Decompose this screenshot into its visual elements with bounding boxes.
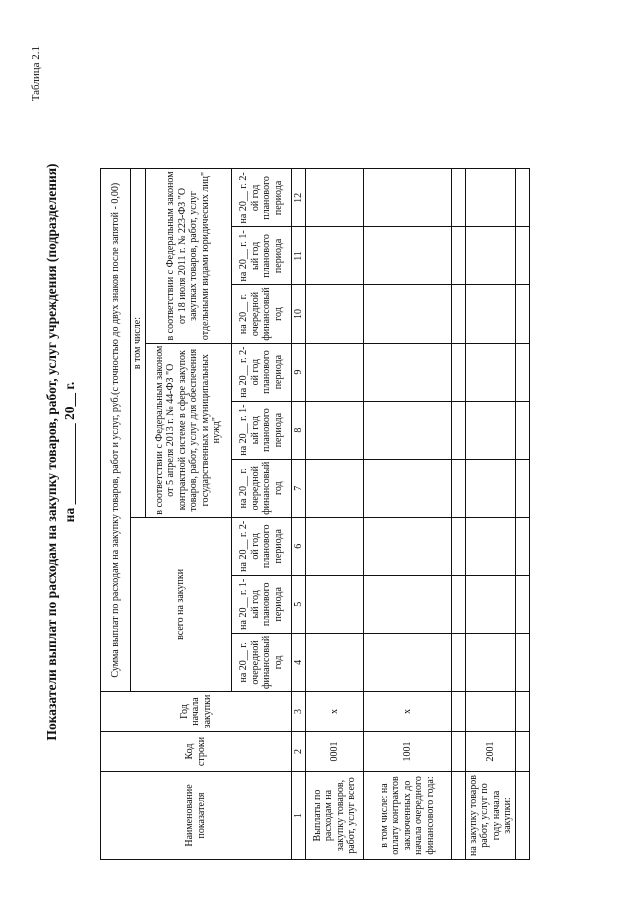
table-cell — [452, 459, 466, 517]
row-year — [466, 692, 516, 732]
header-period-second: на 20__ г. 2-ой год планового периода — [231, 169, 291, 227]
table-cell — [306, 633, 364, 691]
table-cell — [466, 459, 516, 517]
header-period-current: на 20__ г. очередной финансовый год — [231, 459, 291, 517]
table-cell — [364, 459, 452, 517]
column-number: 9 — [291, 343, 306, 401]
header-period-first: на 20__ г. 1-ый год планового периода — [231, 575, 291, 633]
table-cell — [466, 227, 516, 285]
table-cell — [306, 227, 364, 285]
header-line-code: Код строки — [101, 732, 292, 772]
table-cell — [466, 401, 516, 459]
column-number: 8 — [291, 401, 306, 459]
table-cell — [452, 633, 466, 691]
row-name — [452, 772, 466, 860]
header-period-first: на 20__ г. 1-ый год планового периода — [231, 401, 291, 459]
row-year — [516, 692, 530, 732]
rotated-page — [30, 32, 580, 872]
table-cell — [516, 169, 530, 227]
table-cell — [364, 575, 452, 633]
column-number: 2 — [291, 732, 306, 772]
table-cell — [364, 285, 452, 343]
table-cell — [466, 575, 516, 633]
table-cell — [364, 401, 452, 459]
header-period-current: на 20__ г. очередной финансовый год — [231, 285, 291, 343]
table-cell — [452, 285, 466, 343]
row-code: 1001 — [364, 732, 452, 772]
row-year — [452, 692, 466, 732]
table-cell — [364, 169, 452, 227]
column-number: 3 — [291, 692, 306, 732]
table-row — [516, 169, 530, 860]
row-year: x — [364, 692, 452, 732]
row-name: в том числе: на оплату контрактов заключенных до начала очередного финансового года: — [364, 772, 452, 860]
column-number: 5 — [291, 575, 306, 633]
table-cell — [516, 401, 530, 459]
table-cell — [452, 169, 466, 227]
table-cell — [466, 517, 516, 575]
header-law-223: в соответствии с Федеральным законом от 18 июля 2011 г. № 223-ФЗ "О закупках товаров, работ, услуг отдельными видами юридических лиц" — [145, 169, 231, 343]
table-cell — [364, 517, 452, 575]
table-row — [364, 169, 452, 860]
header-period-second: на 20__ г. 2-ой год планового периода — [231, 517, 291, 575]
table-number: Таблица 2.1 — [30, 46, 42, 102]
table-cell — [466, 169, 516, 227]
page-title: Показатели выплат по расходам на закупку товаров, работ, услуг учреждения (подразделения) — [44, 163, 59, 741]
table-cell — [364, 343, 452, 401]
column-number: 7 — [291, 459, 306, 517]
header-law-44: в соответствии с Федеральным законом от 5 апреля 2013 г. № 44-ФЗ "О контрактной системе в сфере закупок товаров, работ, услуг для обеспечения государственных и муниципальных нужд" — [145, 343, 231, 517]
row-name: Выплаты по расходам на закупку товаров, работ, услуг всего — [306, 772, 364, 860]
payments-table — [100, 168, 530, 860]
table-cell — [306, 343, 364, 401]
table-cell — [516, 633, 530, 691]
header-total: всего на закупки — [131, 517, 232, 691]
column-number: 12 — [291, 169, 306, 227]
row-name — [516, 772, 530, 860]
header-period-first: на 20__ г. 1-ый год планового периода — [231, 227, 291, 285]
table-cell — [306, 285, 364, 343]
table-cell — [452, 575, 466, 633]
header-indicator: Наименование показателя — [101, 772, 292, 860]
table-cell — [516, 459, 530, 517]
table-cell — [466, 343, 516, 401]
table-cell — [306, 459, 364, 517]
column-number: 11 — [291, 227, 306, 285]
row-code: 2001 — [466, 732, 516, 772]
header-sum-caption: Сумма выплат по расходам на закупку товаров, работ и услуг, руб.(с точностью до двух знаков после запятой - 0,00) — [101, 169, 131, 692]
table-cell — [364, 633, 452, 691]
table-cell — [306, 401, 364, 459]
column-number: 6 — [291, 517, 306, 575]
row-year: x — [306, 692, 364, 732]
column-number-row — [291, 169, 306, 860]
table-cell — [452, 517, 466, 575]
table-cell — [306, 169, 364, 227]
row-code — [452, 732, 466, 772]
header-including: в том числе: — [131, 169, 146, 517]
table-cell — [466, 285, 516, 343]
table-cell — [516, 285, 530, 343]
table-cell — [516, 227, 530, 285]
table-cell — [516, 575, 530, 633]
table-cell — [516, 517, 530, 575]
column-number: 10 — [291, 285, 306, 343]
table-row — [466, 169, 516, 860]
table-row — [452, 169, 466, 860]
column-number: 4 — [291, 633, 306, 691]
column-number: 1 — [291, 772, 306, 860]
row-code: 0001 — [306, 732, 364, 772]
table-cell — [452, 343, 466, 401]
table-row — [306, 169, 364, 860]
date-line: на ____________ 20__ г. — [62, 381, 77, 523]
row-code — [516, 732, 530, 772]
row-name: на закупку товаров работ, услуг по году начала закупки: — [466, 772, 516, 860]
table-cell — [364, 227, 452, 285]
header-year-start: Год начала закупки — [101, 692, 292, 732]
table-cell — [466, 633, 516, 691]
table-cell — [306, 517, 364, 575]
header-period-second: на 20__ г. 2-ой год планового периода — [231, 343, 291, 401]
table-cell — [516, 343, 530, 401]
table-cell — [452, 401, 466, 459]
table-cell — [306, 575, 364, 633]
table-cell — [452, 227, 466, 285]
header-period-current: на 20__ г. очередной финансовый год — [231, 633, 291, 691]
